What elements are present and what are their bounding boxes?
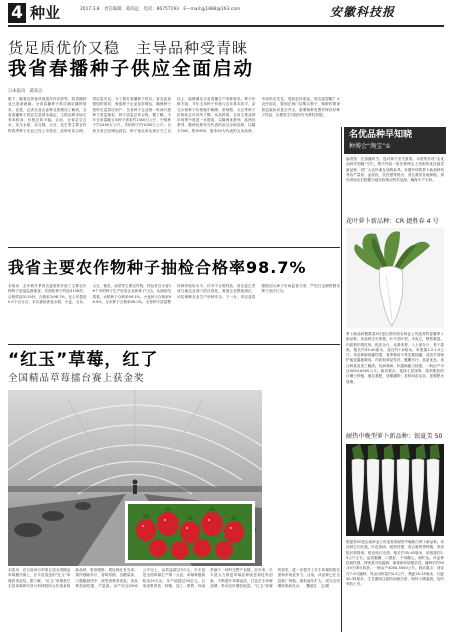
story-divider [8,344,340,345]
page-number: 4 [8,3,26,23]
lead-kicker: 货足质优价又稳 主导品种受青睐 [8,39,249,57]
column-divider [341,127,342,632]
issue-info: 2017.3.8 责任编辑：葛高远 电话：86757193 E—mail:gj1888@163.com [80,7,241,12]
variety2-title: 耐热中晚型萝卜新品种：银夏美 50 [346,433,443,440]
variety1-body: 萝卜新品种捷胜春4号是由国内知名种业公司选育的春播萝卜新品种。该品种生长势强，叶片花叶型，半直立，株型紧凑。肉质根长圆柱形，根皮全白，光滑美观，入土部分少，易于拔收。根长约35-40厘米，直径约7-8厘米，单根重1.2-1.5公斤。该品种耐抽薹性强，春季栽培不易先期抽薹，适宜早春保护地及露地栽培。肉质根商品性好，脆嫩多汁，品质优良，适合鲜食及加工腌渍。抗病毒病、软腐病能力较强。一般亩产可达5000-6000公斤。栽培要点：选择土层深厚、疏松肥沃的沙壤土种植，施足基肥，适期播种，及时间苗定苗，加强肥水管理。 [346,332,444,384]
second-body: 本报讯 去年秋冬季省农委组织开展了主要农作物种子质量监督抽查，共抽检种子样品3156份，合格样品3115份，合格率为98.7%，比上年提高0.5个百分点。本次抽检涉及水稻、小麦、玉米、大豆、棉花、油菜等主要农作物，样品来自全省16个市的种子生产经营企业和种子门店。从抽检结果看，水稻种子合格率99.1%，小麦种子合格率98.9%，玉米种子合格率99.2%，全省种子质量整体保持较好水平。针对不合格样品，省农委已责成当地农业部门依法查处，督促企业整改到位，切实保障农业生产用种安全。下一步，省农委将继续加大种子市场监管力度，严厉打击制售假劣种子违法行为。 [8,284,340,304]
header-rule [8,25,444,27]
strawberry-headline: “红玉”草莓，红了 [8,350,159,370]
second-headline: 我省主要农作物种子抽检合格率98.7% [8,258,307,277]
column-intro: 编者按：在春播时节，选对种子至关重要。本报特开设“名优品种早知晓”专栏，集中介绍一批在种博会上亮相的优良蔬菜新品种，供广大农民朋友选购参考。本期介绍的萝卜新品种均具有产量高、品质优、抗性强等特点，适合我省各地种植。请读者朋友们根据当地实际情况科学选择，确保丰产丰收。 [346,157,444,183]
strawberry-body: 本报讯 在日前举行的第五届全国精品草莓擂台赛上，长丰县选送的“红玉”草莓获得金奖。据了解，“红玉”草莓是长丰县草莓研究所与科研院所合作选育的新品种，果形圆锥，果色鲜红有光泽，果肉细腻多汁，香味浓郁，含糖量高，口感酸甜适中，深受消费者喜爱。该品种抗病性强，产量高，亩产可达2500公斤以上，亩效益超过3万元。长丰县是全国草莓生产第一大县，草莓种植面积达20万亩，年产值超过30亿元，已形成集育苗、种植、加工、销售、休闲采摘于一体的完整产业链。近年来，长丰县大力推进草莓品种改良和技术创新，不断提升草莓品质，打造长丰草莓品牌，带动农民增收致富。“红玉”草莓的获奖，进一步提升了长丰草莓的知名度和市场竞争力。目前，该品种已在全县推广种植，面积逐年扩大，成为农民增收的新亮点。 魏进弘 文/图 [8,568,340,588]
greenhouse-strawberry-photo [8,390,262,566]
story-divider [8,247,340,248]
column-subtitle: 种博会“淘宝”① [349,143,391,150]
white-radish-row-photo [346,444,444,536]
section-label: 种业 [30,4,61,22]
lead-byline: 日本报讯 葛高远 [8,89,43,94]
lead-body: 眼下，随着农资备货备战早作在即等，皖省播种业已准备就绪。全省春播种子供应满足播种需求，但是，记者从省农委种业管理局了解到，全省春播种子供应总量基本稳定、主推品种市场占有率较高，价格总体平稳。目前，全省杂交玉米、杂交水稻、杂交棉、大豆、花生等主要农作物春季种子企业已经上市供应，品种布局合理，供应量充足。为了做好春播种子供应，省农委加强组织指导，督促种子企业及时调运，确保种子按时足量供应到户，全省种子企业统一时间开展种子质量抽检，种子质量总体合格。据了解，今年全省春播玉米种子需求约1500万公斤，中稻种子约2400万公斤，早稻种子约1000万公斤。目前全省已经调运到位，种子备足率达到百分之百以上，能够满足全省春播生产用种需求。种子价格方面，今年玉米种子价格与去年基本持平，杂交水稻种子价格稳中略降，常规稻、大豆等种子价格较去年有所下降。从品种看，全省主推品种市场集中度进一步提高，以隆两优系列、晶两优系列、徽两优系列为代表的杂交水稻品种，以隆平206、郑单958、浚单20为代表的玉米品种，市场供应充足，受到农民欢迎。省农委提醒广大农民朋友，要到正规门店购买种子，购种时要查看包装标识是否齐全，索要购种发票并保存好种子样品，以便发生纠纷时作为维权依据。 [8,97,340,133]
variety2-body: 银夏美50是由某种业公司选育的耐热中晚熟白萝卜新品种。该品种生长旺盛，叶色浓绿，耐热性强，适合夏秋季种植。肉质根长圆筒形，根皮纯白光滑，根长约35-40厘米，单根重约1.5公斤左右。品质脆嫩，口感好，不易糠心，耐贮运。该品种抗病性强，特别是对软腐病、病毒病有较强抗性。播种后约50-55天即可收获，一般亩产4000-5000公斤。栽培要点：适宜在7-9月播种，每亩用种量约0.3公斤，株距20-25厘米，行距30-35厘米，生长期间注意防治病虫害，保持土壤湿润，及时采收上市。 [346,540,444,587]
column-title: 名优品种早知晓 [349,130,413,140]
masthead: 安徽科技报 [330,5,396,19]
lead-headline: 我省春播种子供应全面启动 [8,59,255,80]
variety1-title: 花叶萝卜新品种：CR 捷胜春 4 号 [346,218,439,225]
column-header [344,127,446,154]
radish-photo [346,228,444,328]
strawberry-subheadline: 全国精品草莓擂台赛上获金奖 [8,373,145,384]
